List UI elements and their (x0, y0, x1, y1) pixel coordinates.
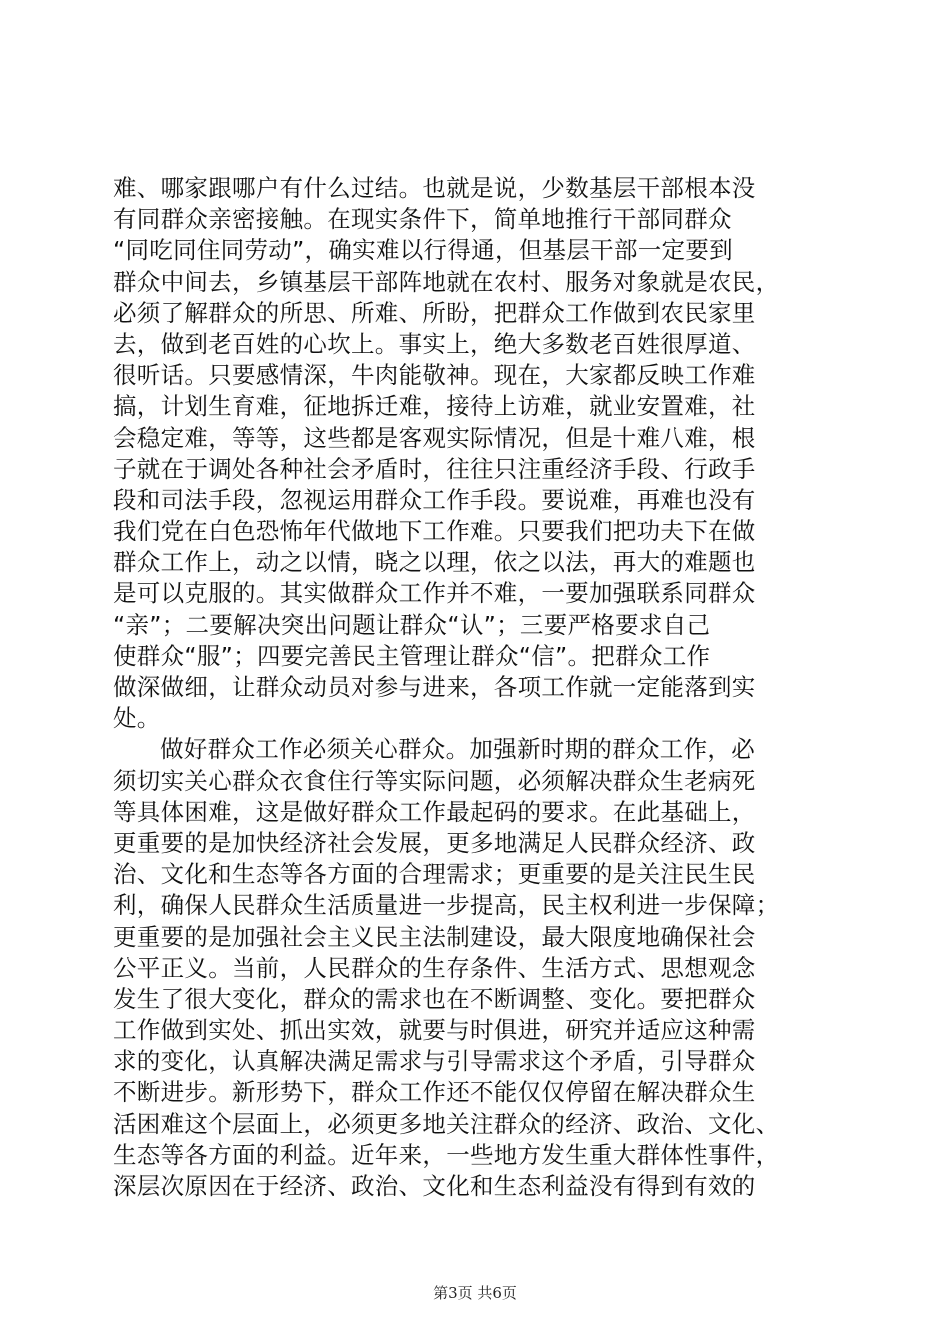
text-line: 等具体困难，这是做好群众工作最起码的要求。在此基础上， (113, 797, 756, 826)
text-line: 生态等各方面的利益。近年来，一些地方发生重大群体性事件， (113, 1140, 780, 1169)
text-line: 去，做到老百姓的心坎上。事实上，绝大多数老百姓很厚道、 (113, 329, 756, 358)
text-line: 子就在于调处各种社会矛盾时，往往只注重经济手段、行政手 (113, 454, 756, 483)
text-line: 处。 (113, 704, 161, 733)
text-line: 群众工作上，动之以情，晓之以理，依之以法，再大的难题也 (113, 548, 756, 577)
text-line: 发生了很大变化，群众的需求也在不断调整、变化。要把群众 (113, 984, 756, 1013)
text-line: 使群众“服”；四要完善民主管理让群众“信”。把群众工作 (113, 641, 711, 670)
text-line: 不断进步。新形势下，群众工作还不能仅仅停留在解决群众生 (113, 1078, 756, 1107)
text-line: 更重要的是加强社会主义民主法制建设，最大限度地确保社会 (113, 922, 756, 951)
text-line: 须切实关心群众衣食住行等实际问题，必须解决群众生老病死 (113, 766, 756, 795)
text-line: 群众中间去，乡镇基层干部阵地就在农村、服务对象就是农民， (113, 267, 780, 296)
text-line: 会稳定难，等等，这些都是客观实际情况，但是十难八难，根 (113, 423, 756, 452)
text-line: 我们党在白色恐怖年代做地下工作难。只要我们把功夫下在做 (113, 517, 756, 546)
text-line: 是可以克服的。其实做群众工作并不难，一要加强联系同群众 (113, 579, 756, 608)
text-line: 工作做到实处、抓出实效，就要与时俱进，研究并适应这种需 (113, 1016, 756, 1045)
text-line: 很听话。只要感情深，牛肉能敬神。现在，大家都反映工作难 (113, 361, 756, 390)
text-line: 求的变化，认真解决满足需求与引导需求这个矛盾，引导群众 (113, 1047, 756, 1076)
text-line: 公平正义。当前，人民群众的生存条件、生活方式、思想观念 (113, 953, 756, 982)
body-text (113, 173, 843, 1202)
text-line: 段和司法手段，忽视运用群众工作手段。要说难，再难也没有 (113, 485, 756, 514)
text-line: 必须了解群众的所思、所难、所盼，把群众工作做到农民家里 (113, 298, 756, 327)
text-line: 做深做细，让群众动员对参与进来，各项工作就一定能落到实 (113, 673, 756, 701)
text-line: “亲”；二要解决突出问题让群众“认”；三要严格要求自己 (113, 610, 711, 639)
text-line: 有同群众亲密接触。在现实条件下，简单地推行干部同群众 (113, 205, 732, 234)
text-line: 活困难这个层面上，必须更多地关注群众的经济、政治、文化、 (113, 1109, 780, 1138)
text-line: 利，确保人民群众生活质量进一步提高，民主权利进一步保障； (113, 891, 780, 920)
text-line: 搞，计划生育难，征地拆迁难，接待上访难，就业安置难，社 (113, 392, 756, 421)
page-footer: 第3页 共6页 (433, 1284, 517, 1302)
text-line: 深层次原因在于经济、政治、文化和生态利益没有得到有效的 (113, 1172, 756, 1200)
text-line: 做好群众工作必须关心群众。加强新时期的群众工作，必 (160, 735, 755, 764)
text-line: 治、文化和生态等各方面的合理需求；更重要的是关注民生民 (113, 860, 756, 889)
text-line: “同吃同住同劳动”，确实难以行得通，但基层干部一定要到 (113, 236, 733, 265)
text-line: 更重要的是加快经济社会发展，更多地满足人民群众经济、政 (113, 828, 756, 857)
text-line: 难、哪家跟哪户有什么过结。也就是说，少数基层干部根本没 (113, 174, 756, 202)
